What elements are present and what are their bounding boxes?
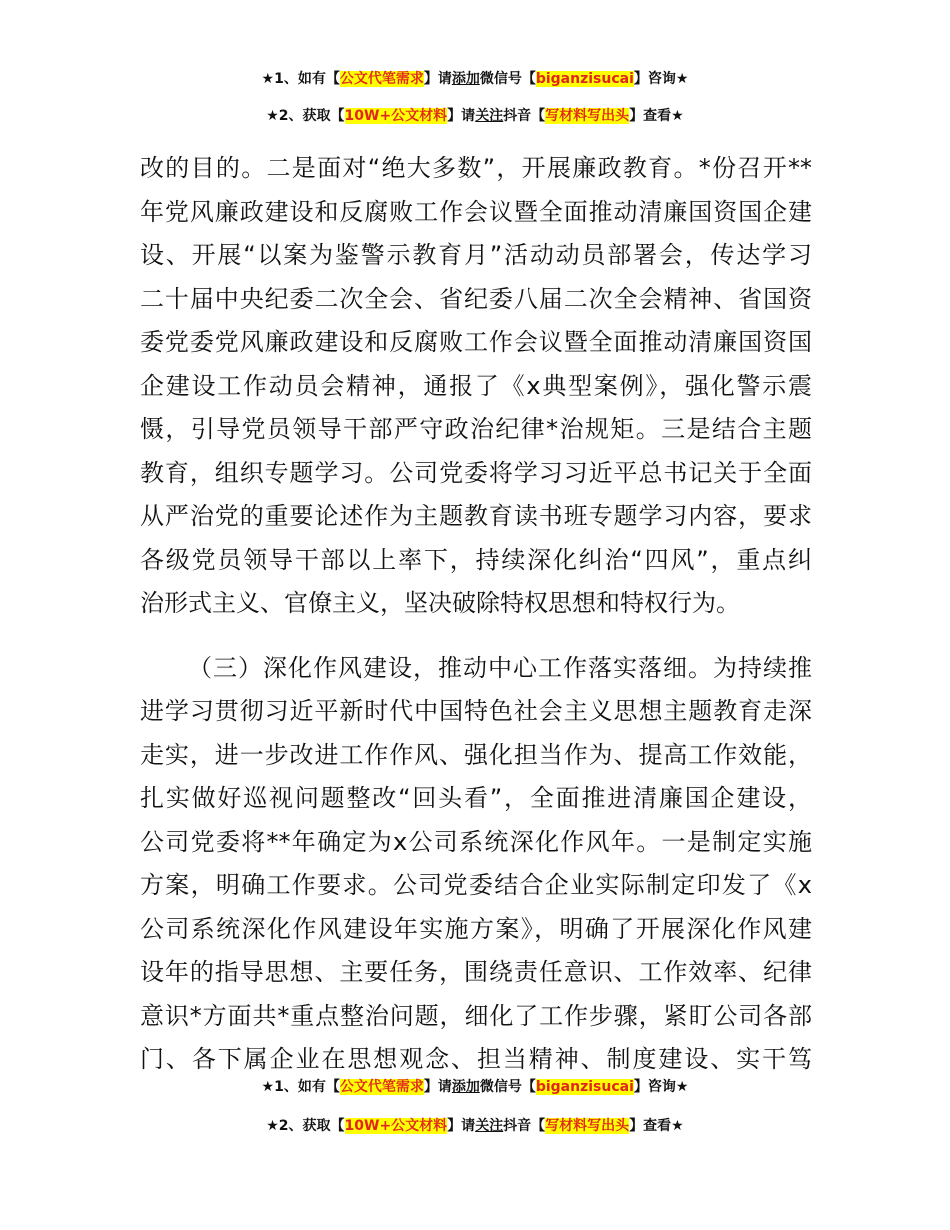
header-notice-1-mid: 】请 bbox=[423, 71, 452, 87]
paragraph-line-last: 治形式主义、官僚主义，坚决破除特权思想和特权行为。 bbox=[140, 589, 740, 617]
paragraph-line: 企建设工作动员会精神，通报了《x典型案例》，强化警示震 bbox=[140, 371, 812, 400]
paragraph-1 bbox=[140, 147, 812, 626]
footer-notice-2-highlight-douyin: 写材料写出头 bbox=[545, 1118, 630, 1134]
footer-notice-1 bbox=[0, 1077, 950, 1097]
paragraph-line: 意识*方面共*重点整治问题，细化了工作步骤，紧盯公司各部 bbox=[140, 1001, 812, 1030]
footer-notice-2-prefix: ★2、获取【 bbox=[266, 1118, 345, 1134]
paragraph-line: 从严治党的重要论述作为主题教育读书班专题学习内容，要求 bbox=[140, 502, 812, 530]
paragraph-line: 委党委党风廉政建设和反腐败工作会议暨全面推动清廉国资国 bbox=[140, 328, 812, 356]
header-notice-1-prefix: ★1、如有【 bbox=[261, 71, 340, 87]
paragraph-line: 进学习贯彻习近平新时代中国特色社会主义思想主题教育走深 bbox=[140, 697, 812, 725]
paragraph-line: 门、各下属企业在思想观念、担当精神、制度建设、实干笃 bbox=[140, 1045, 812, 1073]
header-notice-1-highlight-service: 公文代笔需求 bbox=[339, 71, 424, 87]
footer-notice-2-highlight-materials: 10W+公文材料 bbox=[344, 1118, 448, 1134]
footer-notice-1-mid2: 微信号【 bbox=[479, 1079, 536, 1095]
header-notice-2-underlined: 关注 bbox=[475, 108, 504, 124]
footer-notice-2 bbox=[0, 1116, 950, 1136]
document-body bbox=[140, 147, 812, 1082]
paragraph-line: 公司系统深化作风建设年实施方案》，明确了开展深化作风建 bbox=[140, 914, 812, 943]
paragraph-2 bbox=[140, 647, 812, 1082]
header-notice-1 bbox=[0, 69, 950, 89]
header-notice-1-suffix: 】咨询★ bbox=[633, 71, 689, 87]
paragraph-line: 改的目的。二是面对“绝大多数”，开展廉政教育。*份召开** bbox=[140, 154, 812, 182]
header-notice-1-underlined: 添加 bbox=[451, 71, 480, 87]
paragraph-line: 二十届中央纪委二次全会、省纪委八届二次全会精神、省国资 bbox=[140, 284, 812, 313]
header-notice-1-mid2: 微信号【 bbox=[479, 71, 536, 87]
footer-notice-1-suffix: 】咨询★ bbox=[633, 1079, 689, 1095]
paragraph-line: 设、开展“以案为鉴警示教育月”活动动员部署会，传达学习 bbox=[140, 241, 812, 269]
footer-notice-1-prefix: ★1、如有【 bbox=[261, 1079, 340, 1095]
header-notice-1-highlight-wechat: biganzisucai bbox=[535, 71, 634, 87]
footer-notice-2-suffix: 】查看★ bbox=[629, 1118, 684, 1134]
footer-notice-1-highlight-wechat: biganzisucai bbox=[535, 1079, 634, 1095]
paragraph-line: 慑，引导党员领导干部严守政治纪律*治规矩。三是结合主题 bbox=[140, 415, 812, 443]
header-notice-2-highlight-materials: 10W+公文材料 bbox=[344, 108, 448, 124]
paragraph-line: 各级党员领导干部以上率下，持续深化纠治“四风”，重点纠 bbox=[140, 545, 812, 574]
paragraph-line: 年党风廉政建设和反腐败工作会议暨全面推动清廉国资国企建 bbox=[140, 197, 812, 226]
paragraph-line: 教育，组织专题学习。公司党委将学习习近平总书记关于全面 bbox=[140, 458, 812, 487]
footer-notice-1-mid: 】请 bbox=[423, 1079, 452, 1095]
header-notice-2-suffix: 】查看★ bbox=[629, 108, 684, 124]
footer-notice-2-mid: 】请 bbox=[447, 1118, 476, 1134]
footer-notice-1-underlined: 添加 bbox=[451, 1079, 480, 1095]
header-notice-2-mid: 】请 bbox=[447, 108, 476, 124]
footer-notice-2-mid2: 抖音【 bbox=[503, 1118, 546, 1134]
header-notice-2 bbox=[0, 106, 950, 126]
header-notice-2-prefix: ★2、获取【 bbox=[266, 108, 345, 124]
footer-notice-2-underlined: 关注 bbox=[475, 1118, 504, 1134]
footer-notice-1-highlight-service: 公文代笔需求 bbox=[339, 1079, 424, 1095]
paragraph-line: 扎实做好巡视问题整改“回头看”，全面推进清廉国企建设， bbox=[140, 784, 812, 812]
paragraph-line: 方案，明确工作要求。公司党委结合企业实际制定印发了《x bbox=[140, 871, 812, 899]
paragraph-line: 公司党委将**年确定为x公司系统深化作风年。一是制定实施 bbox=[140, 827, 812, 856]
header-notice-2-mid2: 抖音【 bbox=[503, 108, 546, 124]
paragraph-line-indented: （三）深化作风建设，推动中心工作落实落细。为持续推 bbox=[188, 653, 812, 682]
paragraph-line: 走实，进一步改进工作作风、强化担当作为、提高工作效能， bbox=[140, 740, 812, 769]
paragraph-line: 设年的指导思想、主要任务，围绕责任意识、工作效率、纪律 bbox=[140, 958, 812, 986]
header-notice-2-highlight-douyin: 写材料写出头 bbox=[545, 108, 630, 124]
